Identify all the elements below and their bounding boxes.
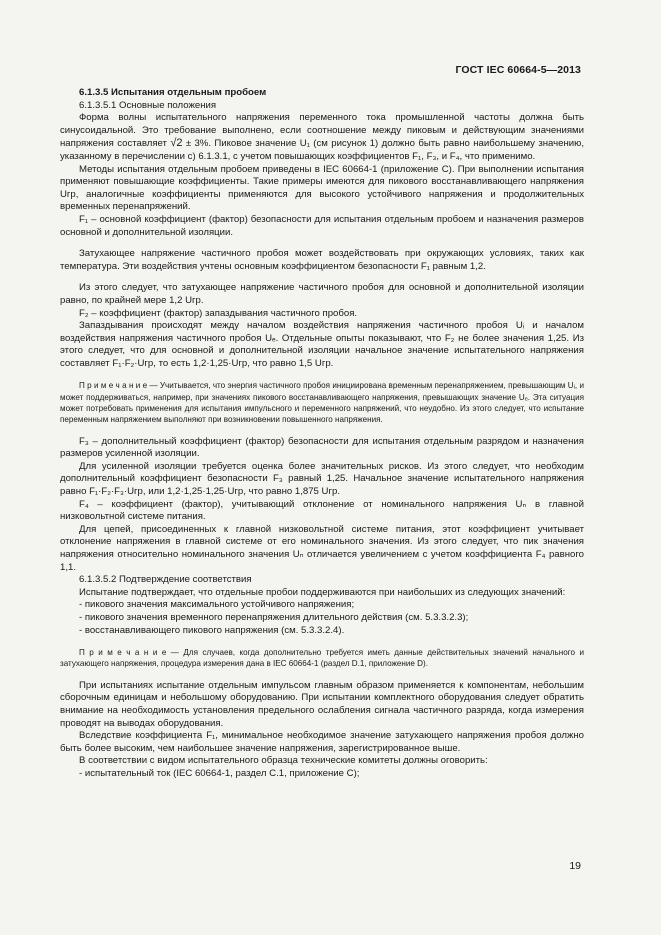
paragraph-4: Затухающее напряжение частичного пробоя может воздействовать при окружающих условиях, таких как температура. Эти воздействия учтены основным коэффициентом безопасности F₁ равным 1,2. xyxy=(60,248,584,272)
subsection-title-2: 6.1.3.5.2 Подтверждение соответствия xyxy=(79,574,252,586)
list-item: - пикового значения временного перенапряжения длительного действия (см. 5.3.3.2.3); xyxy=(79,611,469,623)
list-item: - восстанавливающего пикового напряжения (см. 5.3.3.2.4). xyxy=(79,624,345,636)
note-1 xyxy=(60,380,584,425)
section-title: 6.1.3.5 Испытания отдельным пробоем xyxy=(79,87,267,98)
note-2-label: П р и м е ч а н и е xyxy=(79,648,167,658)
paragraph-1-text: Форма волны испытательного напряжения переменного тока промышленной частоты должна быть синусоидальной. Это требование выполнено, если соотношение между пиковым и действующим значениями напряжения составляет xyxy=(60,112,584,150)
paragraph-12: Испытание подтверждает, что отдельные пробои поддерживаются при наибольших из следующих значений: xyxy=(79,586,566,598)
paragraph-3: F₁ – основной коэффициент (фактор) безопасности для испытания отдельным пробоем и назначения размеров основной и дополнительной изоляции. xyxy=(60,213,584,238)
note-2 xyxy=(60,647,584,670)
list-item: - пикового значения максимального устойчивого напряжения; xyxy=(79,599,355,611)
note-1-label: П р и м е ч а н и е xyxy=(79,381,148,391)
sqrt-symbol: √2 xyxy=(170,137,183,150)
paragraph-1 xyxy=(60,112,584,163)
paragraph-5: Из этого следует, что затухающее напряжение частичного пробоя для основной и дополнительной изоляции равно, по крайней мере 1,2 Uгр. xyxy=(60,282,584,306)
paragraph-9: Для усиленной изоляции требуется оценка более значительных рисков. Из этого следует, что необходим дополнительный коэффициент безопасности F₃ равный 1,25. Начальное значение испытательного напряжения равно F₁·F₂·F₃·Uгр, или 1,2·1,25·1,25·Uгр, что равно 1,875 Uгр. xyxy=(60,460,584,498)
note-2-text: — Для случаев, когда дополнительно требуется иметь данные действительных значений начального и затухающего напряжения, процедура измерения дана в IEC 60664-1 (раздел D.1, приложение D). xyxy=(60,648,585,669)
document-body xyxy=(60,87,584,781)
paragraph-8: F₃ – дополнительный коэффициент (фактор) безопасности для испытания отдельным разрядом и назначения размеров усиленной изоляции. xyxy=(60,435,584,460)
paragraph-1-cont: ± 3%. Пиковое значение U₁ (см рисунок 1) должно быть равно наибольшему значению, указанному в перечислении с) 6.1.3.1, с учетом повышающих коэффициентов F₁, F₃, и F₄, что применимо. xyxy=(60,138,585,162)
paragraph-7: Запаздывания происходят между началом воздействия напряжения частичного пробоя Uᵢ и началом воздействия напряжения частичного пробоя Uₑ. Отдельные опыты показывают, что F₂ не более значения 1,25. Из этого следует, что для основной и дополнительной изоляции начальное значение испытательного напряжения составляет F₁·F₂·Uгр, то есть 1,2·1,25·Uгр, что равно 1,5 Uгр. xyxy=(60,320,584,369)
paragraph-14: Вследствие коэффициента F₁, минимальное необходимое значение затухающего напряжения пробоя должно быть более высоким, чем наибольшее значение напряжения, зарегистрированное выше. xyxy=(60,730,584,754)
note-1-text: — Учитывается, что энергия частичного пробоя инициирована временным перенапряжением, превышающим Uᵢ, и может поддерживаться, например, при значениях пикового восстанавливающего напряжения, превышающих значение Uₑ. Эта ситуация может потребовать применения для испытания импульсного и переменного напряжений, что неудобно. Из этого следует, что испытание переменным напряжением выполняют при возникновении повышенного напряжения. xyxy=(60,381,584,425)
paragraph-6: F₂ – коэффициент (фактор) запаздывания частичного пробоя. xyxy=(79,307,358,319)
paragraph-15: В соответствии с видом испытательного образца технические комитеты должны оговорить: xyxy=(79,755,488,767)
paragraph-13: При испытаниях испытание отдельным импульсом главным образом применяется к компонентам, небольшим сборочным единицам и небольшому оборудованию. При испытании комплектного оборудования следует обратить внимание на необходимость установления предельного ослабления сигнала частичного разряда, когда измерения проводят на выводах оборудования. xyxy=(60,679,584,729)
paragraph-10: F₄ – коэффициент (фактор), учитывающий отклонение от номинального напряжения Uₙ в главной низковольтной системе питания. xyxy=(60,498,584,523)
paragraph-2: Методы испытания отдельным пробоем приведены в IEC 60664-1 (приложение С). При выполнении испытания применяют повышающие коэффициенты. Такие примеры имеются для пикового восстанавливающего напряжения Uгр, аналогичные коэффициенты применяются для высокого устойчивого напряжения и продолжительных временных перенапряжений. xyxy=(60,163,584,213)
subsection-title-1: 6.1.3.5.1 Основные положения xyxy=(79,99,217,111)
page-number: 19 xyxy=(569,860,581,872)
paragraph-11: Для цепей, присоединенных к главной низковольтной системе питания, этот коэффициент учитывает отклонение напряжения в главной системе от его номинального значения. Из этого следует, что пик значения напряжения относительно номинального значения Uₙ отличается увеличением с учетом коэффициента F₄ равного 1,1. xyxy=(60,523,584,573)
list-item: - испытательный ток (IEC 60664-1, раздел С.1, приложение С); xyxy=(79,767,360,779)
document-header: ГОСТ IEC 60664-5—2013 xyxy=(455,64,581,76)
